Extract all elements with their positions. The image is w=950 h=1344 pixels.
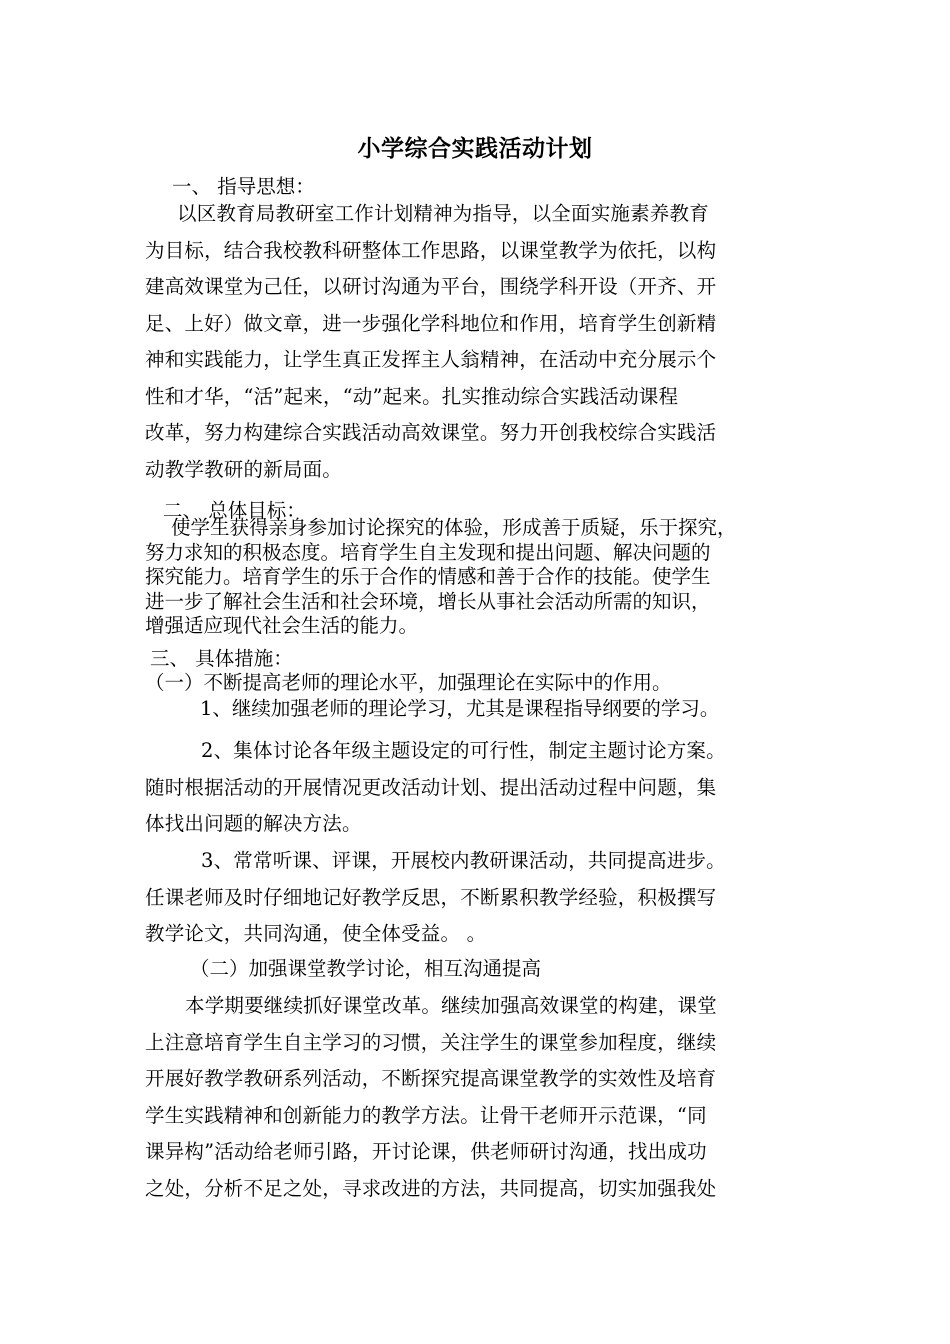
section-heading-overall-goal: 二、 总体目标：: [163, 499, 306, 522]
paragraph-line: 学生实践精神和创新能力的教学方法。让骨干老师开示范课，“同: [145, 1103, 707, 1127]
paragraph-line: 性和才华，“活”起来，“动”起来。扎实推动综合实践活动课程: [145, 384, 679, 408]
paragraph-line: 努力求知的积极态度。培育学生自主发现和提出问题、解决问题的: [145, 540, 711, 564]
paragraph-line: 之处，分析不足之处，寻求改进的方法，共同提高，切实加强我处: [145, 1176, 717, 1200]
paragraph-line: 建高效课堂为己任，以研讨沟通为平台，围绕学科开设（开齐、开: [145, 275, 717, 298]
paragraph-line: 以区教育局教研室工作计划精神为指导，以全面实施素养教育: [177, 202, 709, 225]
paragraph-line: 2、集体讨论各年级主题设定的可行性，制定主题讨论方案。: [201, 739, 726, 762]
paragraph-line: 神和实践能力，让学生真正发挥主人翁精神，在活动中充分展示个: [145, 348, 717, 371]
measure-item-1: 1、继续加强老师的理论学习，尤其是课程指导纲要的学习。: [200, 697, 720, 720]
subsection-heading-classroom: （二）加强课堂教学讨论，相互沟通提高: [190, 957, 542, 980]
paragraph-line: 使学生获得亲身参加讨论探究的体验，形成善于质疑，乐于探究，: [171, 516, 737, 539]
measure-item-3: [145, 843, 810, 953]
paragraph-line: 为目标，结合我校教科研整体工作思路，以课堂教学为依托，以构: [145, 238, 717, 262]
classroom-paragraph: [145, 988, 810, 1207]
paragraph-line: 足、上好）做文章，进一步强化学科地位和作用，培育学生创新精: [145, 311, 717, 335]
paragraph-line: 任课老师及时仔细地记好教学反思，不断累积教学经验，积极撰写: [145, 885, 717, 909]
paragraph-line: 上注意培育学生自主学习的习惯，关注学生的课堂参加程度，继续: [145, 1030, 717, 1054]
paragraph-line: 改革，努力构建综合实践活动高效课堂。努力开创我校综合实践活: [145, 421, 717, 444]
paragraph-line: 增强适应现代社会生活的能力。: [145, 614, 419, 637]
paragraph-line: 本学期要继续抓好课堂改革。继续加强高效课堂的构建，课堂: [185, 994, 717, 1017]
guiding-thought-paragraph: [145, 196, 805, 488]
subsection-heading-theory: （一）不断提高老师的理论水平，加强理论在实际中的作用。: [145, 671, 672, 694]
paragraph-line: 课异构”活动给老师引路，开讨论课，供老师研讨沟通，找出成功: [145, 1140, 707, 1163]
overall-goal-paragraph: [145, 516, 805, 639]
paragraph-line: 体找出问题的解决方法。: [145, 812, 362, 835]
paragraph-line: 动教学教研的新局面。: [145, 457, 343, 481]
measure-item-2: [145, 733, 810, 843]
paragraph-line: 教学论文，共同沟通，使全体受益。 。: [145, 922, 487, 945]
section-heading-guiding-thought: 一、 指导思想：: [172, 175, 315, 198]
document-title: 小学综合实践活动计划: [357, 135, 593, 162]
paragraph-line: 进一步了解社会生活和社会环境，增长从事社会活动所需的知识，: [145, 589, 711, 613]
paragraph-line: 开展好教学教研系列活动，不断探究提高课堂教学的实效性及培育: [145, 1067, 717, 1090]
section-heading-specific-measures: 三、 具体措施：: [150, 647, 293, 670]
paragraph-line: 3、常常听课、评课，开展校内教研课活动，共同提高进步。: [201, 849, 726, 872]
paragraph-line: 探究能力。培育学生的乐于合作的情感和善于合作的技能。使学生: [145, 565, 711, 588]
paragraph-line: 随时根据活动的开展情况更改活动计划、提出活动过程中问题，集: [145, 775, 717, 799]
